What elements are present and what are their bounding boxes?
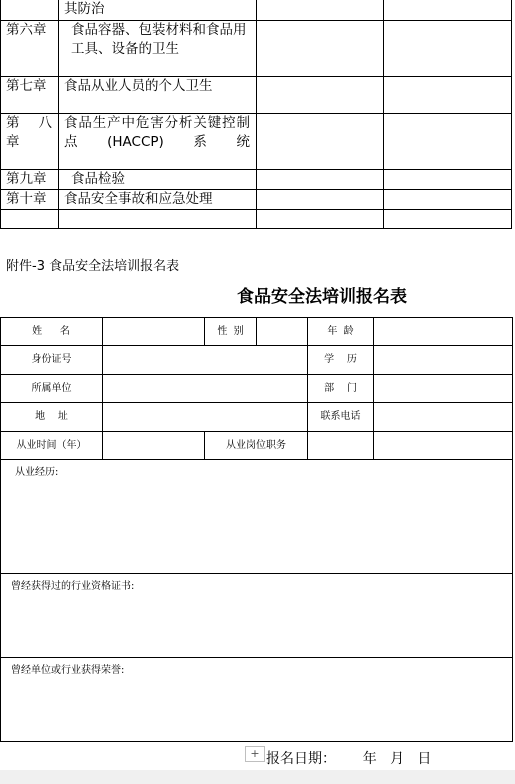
- gender-field[interactable]: [257, 318, 308, 346]
- phone-field[interactable]: [374, 403, 513, 432]
- empty-cell: [384, 170, 512, 190]
- experience-field[interactable]: [1, 460, 513, 574]
- table-row: [1, 403, 513, 432]
- table-row: [1, 432, 513, 460]
- address-label: 地 址: [1, 403, 103, 432]
- years-label: 从业时间（年）: [1, 432, 103, 460]
- table-row: [1, 210, 512, 229]
- chapter-cell: 第六章: [1, 21, 59, 77]
- id-field[interactable]: [103, 346, 308, 375]
- table-row: [1, 658, 513, 742]
- chapter-table: [0, 0, 512, 229]
- annex-label: 附件-3 食品安全法培训报名表: [6, 259, 180, 274]
- certificates-label: 曾经获得过的行业资格证书:: [11, 581, 135, 592]
- chapter-cell: [1, 0, 59, 21]
- title-cell: 食品容器、包装材料和食品用工具、设备的卫生: [59, 21, 257, 77]
- employer-field[interactable]: [103, 375, 308, 403]
- title-cell: 食品生产中危害分析关键控制点(HACCP)系统: [59, 114, 257, 170]
- department-field[interactable]: [374, 375, 513, 403]
- certificates-field[interactable]: [1, 574, 513, 658]
- month-label: 月: [390, 751, 405, 767]
- date-label: 报名日期：: [266, 751, 336, 767]
- title-cell: 食品从业人员的个人卫生: [59, 77, 257, 114]
- years-field[interactable]: [103, 432, 205, 460]
- table-row: [1, 574, 513, 658]
- empty-cell: [257, 170, 384, 190]
- empty-cell: [384, 21, 512, 77]
- table-row: [1, 375, 513, 403]
- position-label: 从业岗位职务: [205, 432, 308, 460]
- table-row: [1, 460, 513, 574]
- table-row: [1, 0, 512, 21]
- honors-field[interactable]: [1, 658, 513, 742]
- empty-cell: [374, 432, 513, 460]
- department-label: 部 门: [308, 375, 374, 403]
- table-row: [1, 21, 512, 77]
- empty-cell: [257, 190, 384, 210]
- age-field[interactable]: [374, 318, 513, 346]
- education-field[interactable]: [374, 346, 513, 375]
- name-field[interactable]: [103, 318, 205, 346]
- table-row: [1, 346, 513, 375]
- empty-cell: [384, 190, 512, 210]
- empty-cell: [257, 114, 384, 170]
- chapter-cell: 第七章: [1, 77, 59, 114]
- title-cell: [59, 210, 257, 229]
- honors-label: 曾经单位或行业获得荣誉:: [11, 665, 125, 676]
- table-row: [1, 77, 512, 114]
- title-cell: 食品安全事故和应急处理: [59, 190, 257, 210]
- day-label: 日: [417, 751, 432, 767]
- empty-cell: [257, 21, 384, 77]
- registration-form: [0, 317, 513, 742]
- gender-label: 性 别: [205, 318, 257, 346]
- empty-cell: [257, 77, 384, 114]
- chapter-cell: 第九章: [1, 170, 59, 190]
- table-row: [1, 318, 513, 346]
- empty-cell: [384, 0, 512, 21]
- chapter-cell: 第 八 章: [1, 114, 59, 170]
- title-cell: 其防治: [59, 0, 257, 21]
- empty-cell: [257, 0, 384, 21]
- table-row: [1, 114, 512, 170]
- empty-cell: [384, 77, 512, 114]
- registration-date: [266, 750, 431, 768]
- id-label: 身份证号: [1, 346, 103, 375]
- phone-label: 联系电话: [308, 403, 374, 432]
- chapter-cell: [1, 210, 59, 229]
- age-label: 年 龄: [308, 318, 374, 346]
- empty-cell: [384, 114, 512, 170]
- add-row-button[interactable]: +: [245, 746, 265, 762]
- year-label: 年: [362, 751, 377, 767]
- employer-label: 所属单位: [1, 375, 103, 403]
- empty-cell: [384, 210, 512, 229]
- education-label: 学 历: [308, 346, 374, 375]
- empty-cell: [257, 210, 384, 229]
- form-title: 食品安全法培训报名表: [237, 287, 407, 307]
- bottom-bar: [0, 770, 515, 784]
- chapter-cell: 第十章: [1, 190, 59, 210]
- experience-label: 从业经历:: [15, 467, 59, 478]
- title-cell: 食品检验: [59, 170, 257, 190]
- table-row: [1, 190, 512, 210]
- position-field[interactable]: [308, 432, 374, 460]
- table-row: [1, 170, 512, 190]
- name-label: 姓 名: [1, 318, 103, 346]
- address-field[interactable]: [103, 403, 308, 432]
